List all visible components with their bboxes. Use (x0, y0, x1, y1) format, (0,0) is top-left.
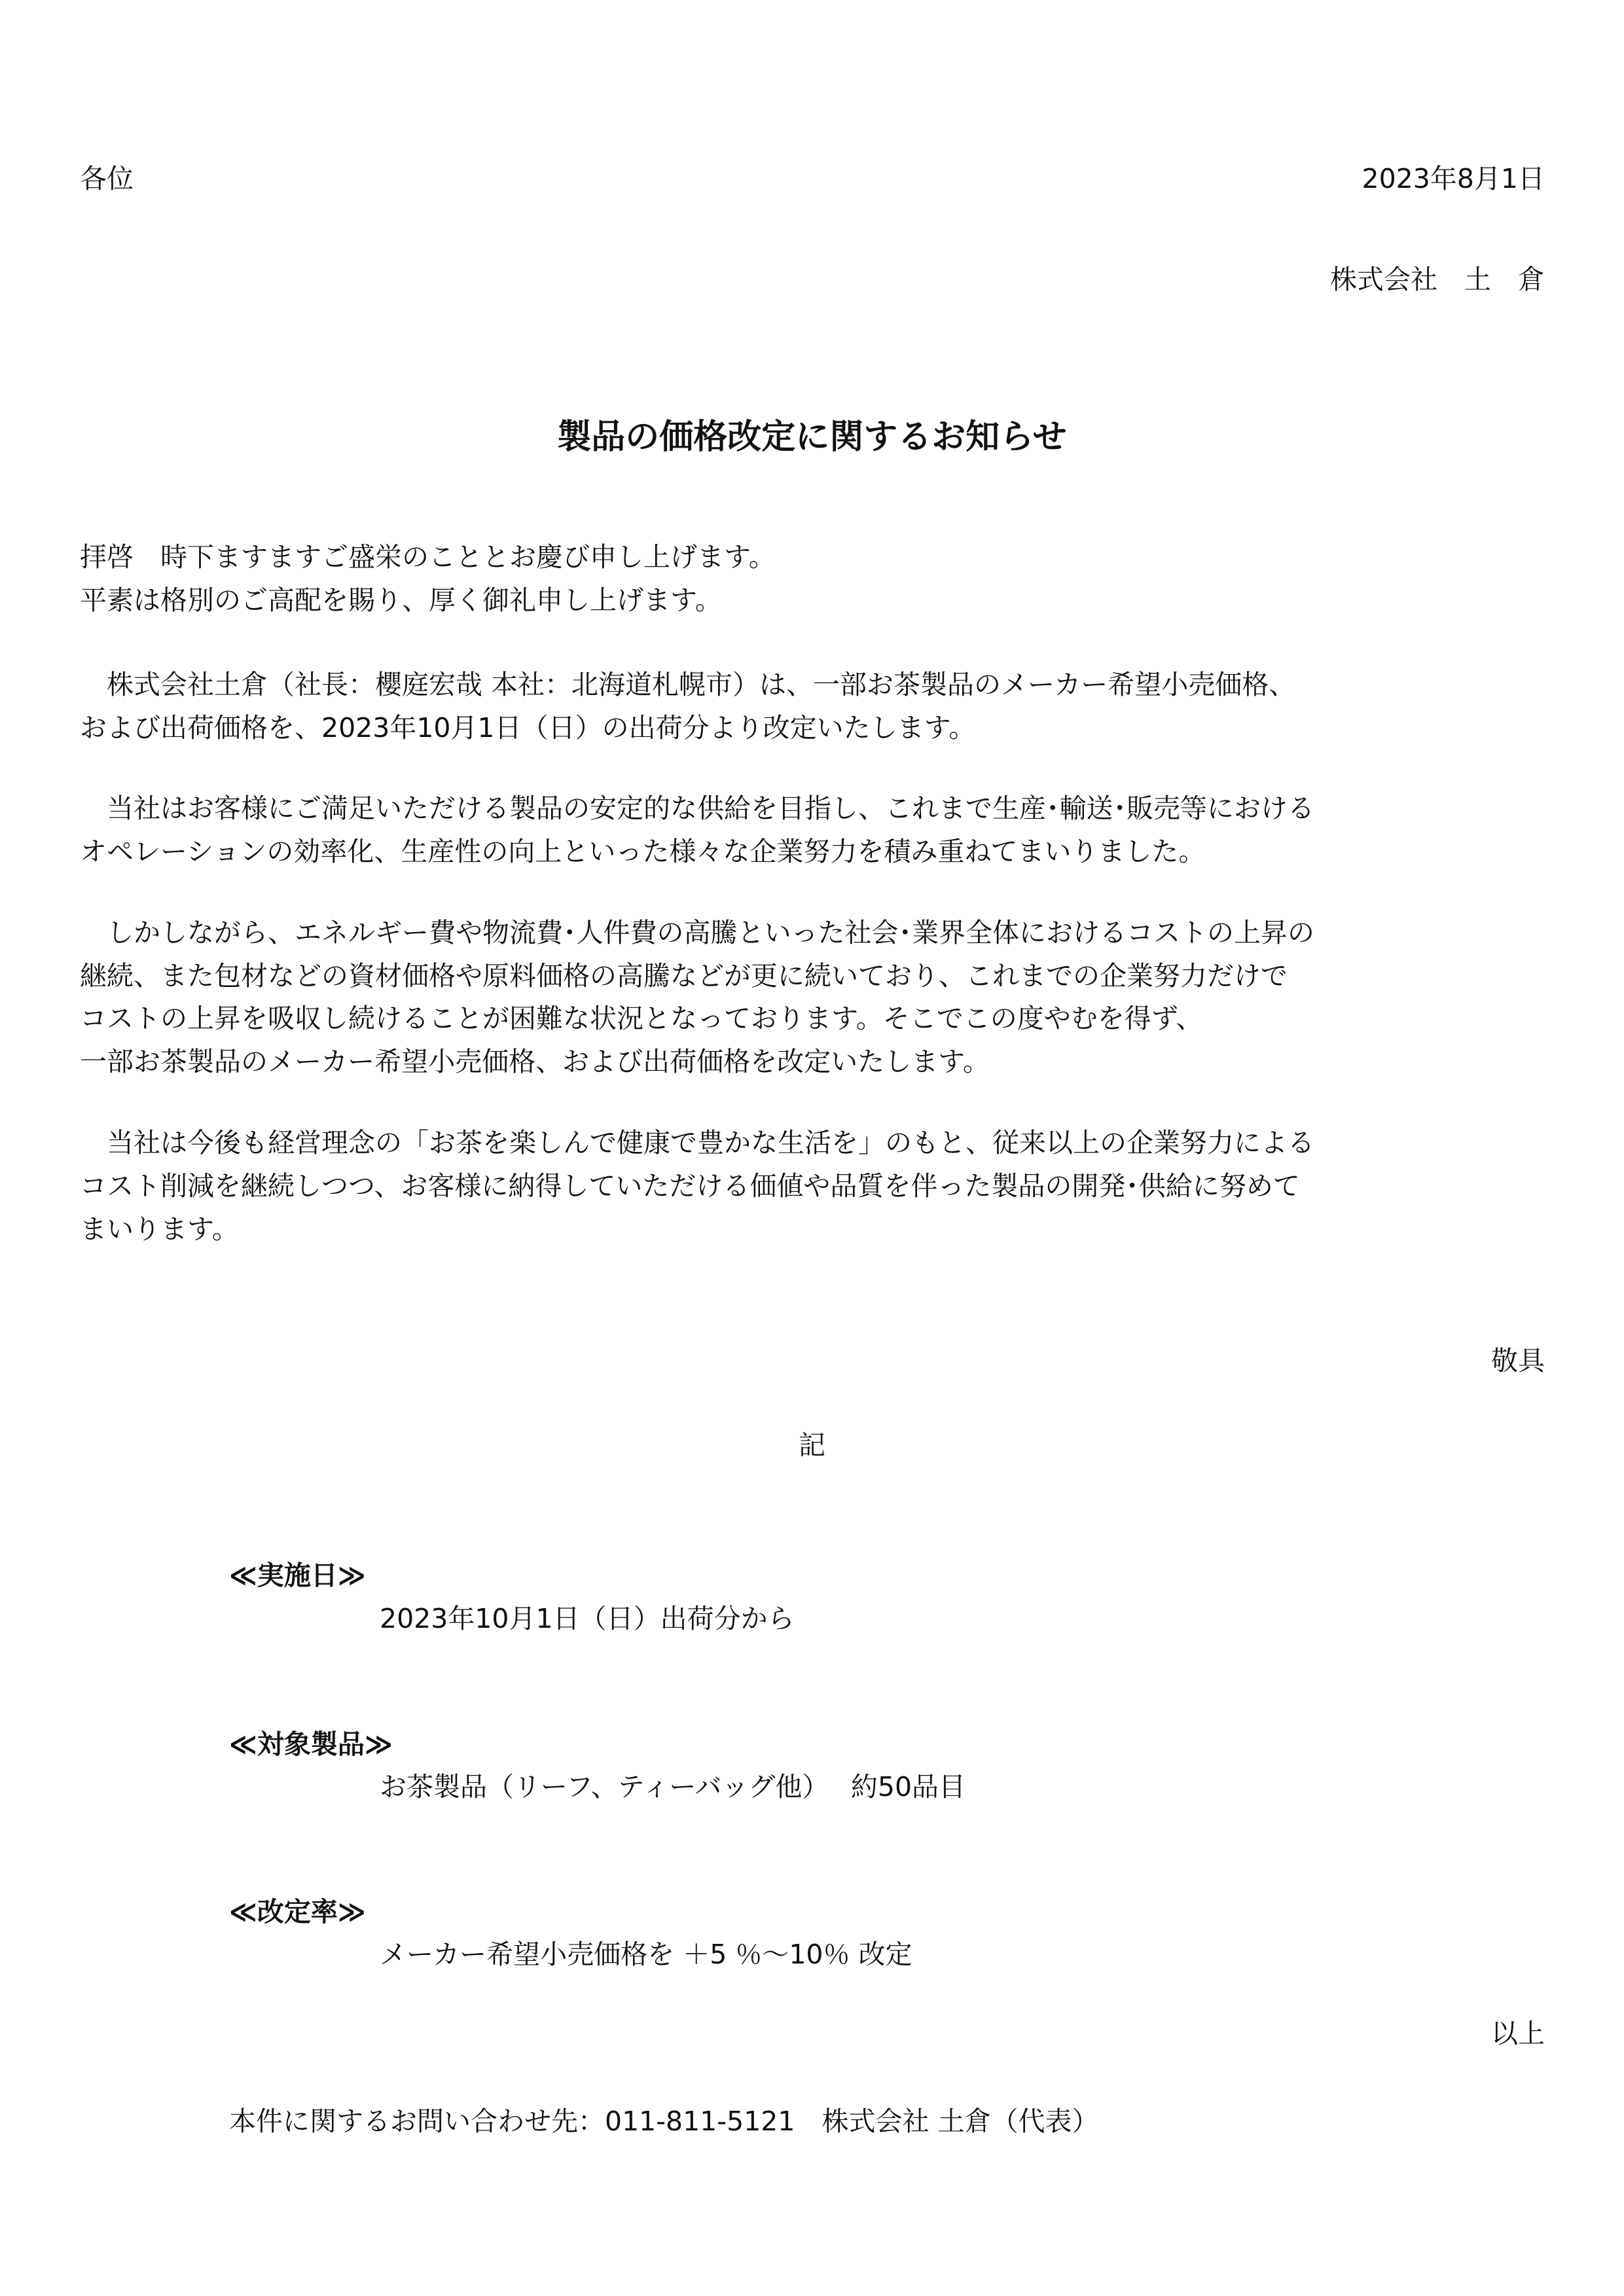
paragraph-line: 一部お茶製品のメーカー希望小売価格、および出荷価格を改定いたします。 (80, 1046, 990, 1077)
paragraph-line: しかしながら、エネルギー費や物流費･人件費の高騰といった社会･業界全体におけるコストの上昇の (80, 917, 1314, 948)
recipient: 各位 (80, 163, 134, 194)
paragraph-line: 当社はお客様にご満足いただける製品の安定的な供給を目指し、これまで生産･輸送･販売等における (80, 793, 1314, 824)
closing-text: 敬具 (1491, 1345, 1545, 1376)
document-title: 製品の価格改定に関するお知らせ (557, 418, 1067, 457)
paragraph-line: および出荷価格を、2023年10月1日（日）の出荷分より改定いたします。 (80, 712, 976, 744)
paragraph-line: まいります。 (80, 1213, 239, 1245)
company-name: 株式会社 土 倉 (1330, 264, 1545, 295)
end-mark: 以上 (1491, 2018, 1545, 2049)
contact-info: 本件に関するお問い合わせ先：011-811-5121 株式会社 土倉（代表） (229, 2106, 1099, 2137)
paragraph-line: 継続、また包材などの資材価格や原料価格の高騰などが更に続いており、これまでの企業努力だけで (80, 960, 1288, 992)
section-content: お茶製品（リーフ、ティーバッグ他） 約50品目 (380, 1771, 966, 1803)
greeting-line: 拝啓 時下ますますご盛栄のこととお慶び申し上げます。 (80, 541, 776, 573)
issue-date: 2023年8月1日 (1362, 163, 1545, 194)
paragraph-line: 株式会社土倉（社長：櫻庭宏哉 本社：北海道札幌市）は、一部お茶製品のメーカー希望小売価格、 (80, 669, 1296, 700)
paragraph-line: 当社は今後も経営理念の「お茶を楽しんで健康で豊かな生活を」のもと、従来以上の企業努力による (80, 1127, 1314, 1158)
section-heading: ≪改定率≫ (229, 1896, 366, 1928)
greeting-line: 平素は格別のご高配を賜り、厚く御礼申し上げます。 (80, 584, 722, 616)
paragraph-line: コストの上昇を吸収し続けることが困難な状況となっております。そこでこの度やむを得ず、 (80, 1003, 1203, 1034)
section-heading: ≪対象製品≫ (229, 1729, 393, 1760)
paragraph-line: オペレーションの効率化、生産性の向上といった様々な企業努力を積み重ねてまいりました。 (80, 836, 1206, 867)
ki-heading: 記 (799, 1429, 825, 1461)
section-content: メーカー希望小売価格を ＋5 ％～10％ 改定 (380, 1939, 912, 1970)
paragraph-line: コスト削減を継続しつつ、お客様に納得していただける価値や品質を伴った製品の開発･供給に努めて (80, 1170, 1300, 1202)
section-heading: ≪実施日≫ (229, 1560, 366, 1591)
section-content: 2023年10月1日（日）出荷分から (380, 1603, 795, 1634)
